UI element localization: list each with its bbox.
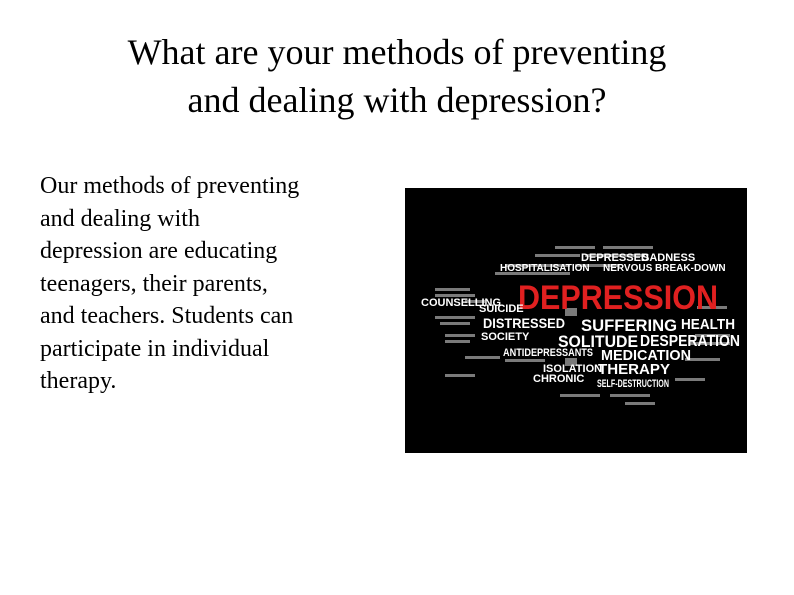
word-hospitalisation: HOSPITALISATION	[500, 263, 590, 274]
word-chronic: CHRONIC	[533, 373, 585, 385]
word-nervous-breakdown: NERVOUS BREAK-DOWN	[603, 263, 726, 274]
word-desperation: DESPERATION	[640, 333, 740, 350]
body-line: participate in individual	[40, 335, 270, 362]
body-text	[40, 170, 390, 398]
title-line-2: and dealing with depression?	[187, 80, 607, 120]
word-counselling: COUNSELLING	[421, 297, 502, 309]
word-therapy: THERAPY	[598, 361, 670, 378]
word-cloud-graphic	[405, 188, 747, 453]
word-society: SOCIETY	[481, 331, 530, 343]
word-suffering: SUFFERING	[581, 316, 677, 335]
body-line: depression are educating	[40, 238, 278, 264]
body-line: Our methods of preventing	[40, 173, 300, 199]
word-suicide: SUICIDE	[479, 303, 524, 315]
body-line: and teachers. Students can	[40, 303, 294, 329]
body-line: and dealing with	[40, 205, 200, 232]
depression-word-cloud-image	[405, 188, 747, 453]
word-isolation: ISOLATION	[543, 363, 603, 375]
word-depressed: DEPRESSED	[581, 252, 649, 264]
word-antidepressants: ANTIDEPRESSANTS	[503, 347, 593, 359]
word-depression: DEPRESSION	[518, 279, 718, 317]
title-line-1: What are your methods of preventing	[127, 32, 667, 72]
word-medication: MEDICATION	[601, 347, 691, 364]
word-self-destruction: SELF-DESTRUCTION	[597, 378, 670, 390]
word-sadness: SADNESS	[642, 252, 696, 264]
word-solitude: SOLITUDE	[558, 332, 638, 351]
slide-title	[20, 28, 774, 124]
body-line: therapy.	[40, 368, 117, 394]
word-health: HEALTH	[681, 316, 735, 333]
body-line: teenagers, their parents,	[40, 270, 268, 297]
word-distressed: DISTRESSED	[483, 315, 565, 331]
